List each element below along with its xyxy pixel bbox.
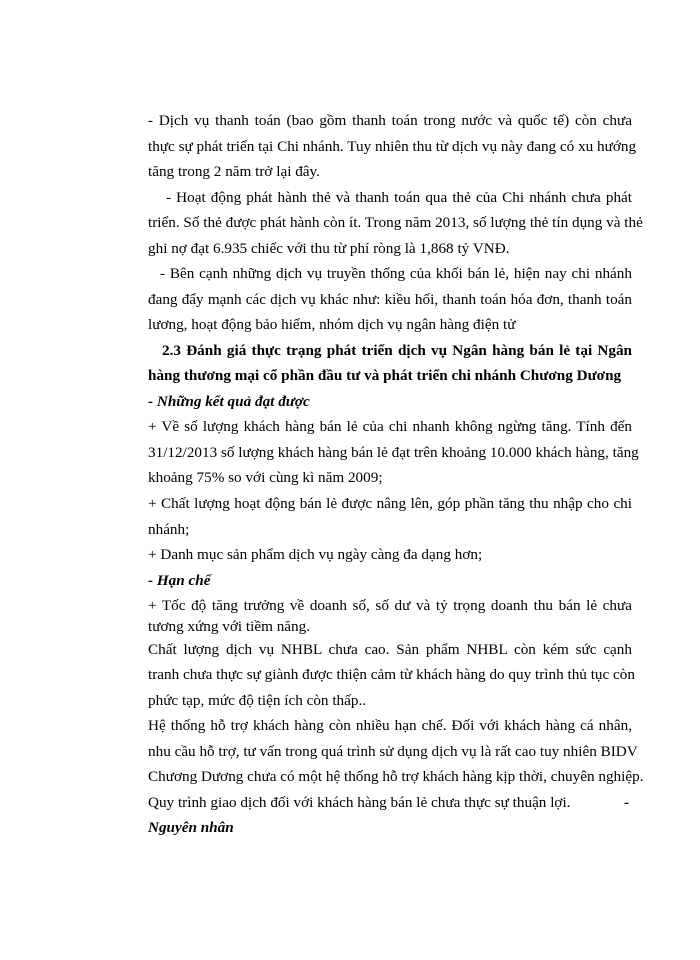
dash-marker: - bbox=[624, 794, 630, 811]
body-text-line: triển. Số thẻ được phát hành còn ít. Trong năm 2013, số lượng thẻ tín dụng và thẻ bbox=[148, 214, 643, 231]
body-text-line: nhu cầu hỗ trợ, tư vấn trong quá trình sử dụng dịch vụ là rất cao tuy nhiên BIDV bbox=[148, 743, 638, 760]
body-text-line: + Danh mục sản phẩm dịch vụ ngày càng đa dạng hơn; bbox=[148, 546, 483, 563]
subheading-causes: Nguyên nhân bbox=[148, 819, 234, 836]
body-text-line: tranh chưa thực sự giành được thiện cảm từ khách hàng do quy trình thủ tục còn bbox=[148, 666, 635, 683]
body-text-line: thực sự phát triển tại Chi nhánh. Tuy nhiên thu từ dịch vụ này đang có xu hướng bbox=[148, 138, 637, 155]
section-heading: 2.3 Đánh giá thực trạng phát triển dịch vụ Ngân hàng bán lẻ tại Ngân bbox=[162, 342, 632, 359]
body-text-line: Chất lượng dịch vụ NHBL chưa cao. Sản phẩm NHBL còn kém sức cạnh bbox=[148, 641, 632, 658]
body-text-line: + Về số lượng khách hàng bán lẻ của chi nhanh không ngừng tăng. Tính đến bbox=[148, 418, 632, 435]
body-text-line: + Chất lượng hoạt động bán lẻ được nâng lên, góp phần tăng thu nhập cho chi bbox=[148, 495, 632, 512]
body-text-line: khoảng 75% so với cùng kì năm 2009; bbox=[148, 469, 383, 486]
body-text-line: - Dịch vụ thanh toán (bao gồm thanh toán trong nước và quốc tế) còn chưa bbox=[148, 112, 632, 129]
body-text-line: nhánh; bbox=[148, 521, 190, 538]
body-text-line: + Tốc độ tăng trưởng về doanh số, số dư và tỷ trọng doanh thu bán lẻ chưa bbox=[148, 597, 632, 614]
body-text-line: 31/12/2013 số lượng khách hàng bán lẻ đạt trên khoảng 10.000 khách hàng, tăng bbox=[148, 444, 639, 461]
subheading-results: - Những kết quả đạt được bbox=[148, 393, 310, 410]
body-text-line: tương xứng với tiềm năng. bbox=[148, 618, 311, 635]
body-text-line: Hệ thống hỗ trợ khách hàng còn nhiều hạn chế. Đối với khách hàng cá nhân, bbox=[148, 717, 632, 734]
body-text-line: phức tạp, mức độ tiện ích còn thấp.. bbox=[148, 692, 367, 709]
body-text-line: - Bên cạnh những dịch vụ truyền thống của khối bán lẻ, hiện nay chi nhánh bbox=[160, 265, 632, 282]
body-text-line: tăng trong 2 năm trở lại đây. bbox=[148, 163, 320, 180]
body-text-line: lương, hoạt động bảo hiểm, nhóm dịch vụ ngân hàng điện tử bbox=[148, 316, 516, 333]
body-text-line: ghi nợ đạt 6.935 chiếc với thu từ phí ròng là 1,868 tỷ VNĐ. bbox=[148, 240, 510, 257]
body-text-line: Chương Dương chưa có một hệ thống hỗ trợ khách hàng kịp thời, chuyên nghiệp. bbox=[148, 768, 644, 785]
body-text-line: đang đẩy mạnh các dịch vụ khác như: kiều hối, thanh toán hóa đơn, thanh toán bbox=[148, 291, 632, 308]
body-text-line: Quy trình giao dịch đối với khách hàng bán lẻ chưa thực sự thuận lợi. bbox=[148, 794, 571, 811]
body-text-line: - Hoạt động phát hành thẻ và thanh toán qua thẻ của Chi nhánh chưa phát bbox=[166, 189, 632, 206]
section-heading: hàng thương mại cổ phần đầu tư và phát triển chi nhánh Chương Dương bbox=[148, 367, 622, 384]
subheading-limitations: - Hạn chế bbox=[148, 572, 211, 589]
